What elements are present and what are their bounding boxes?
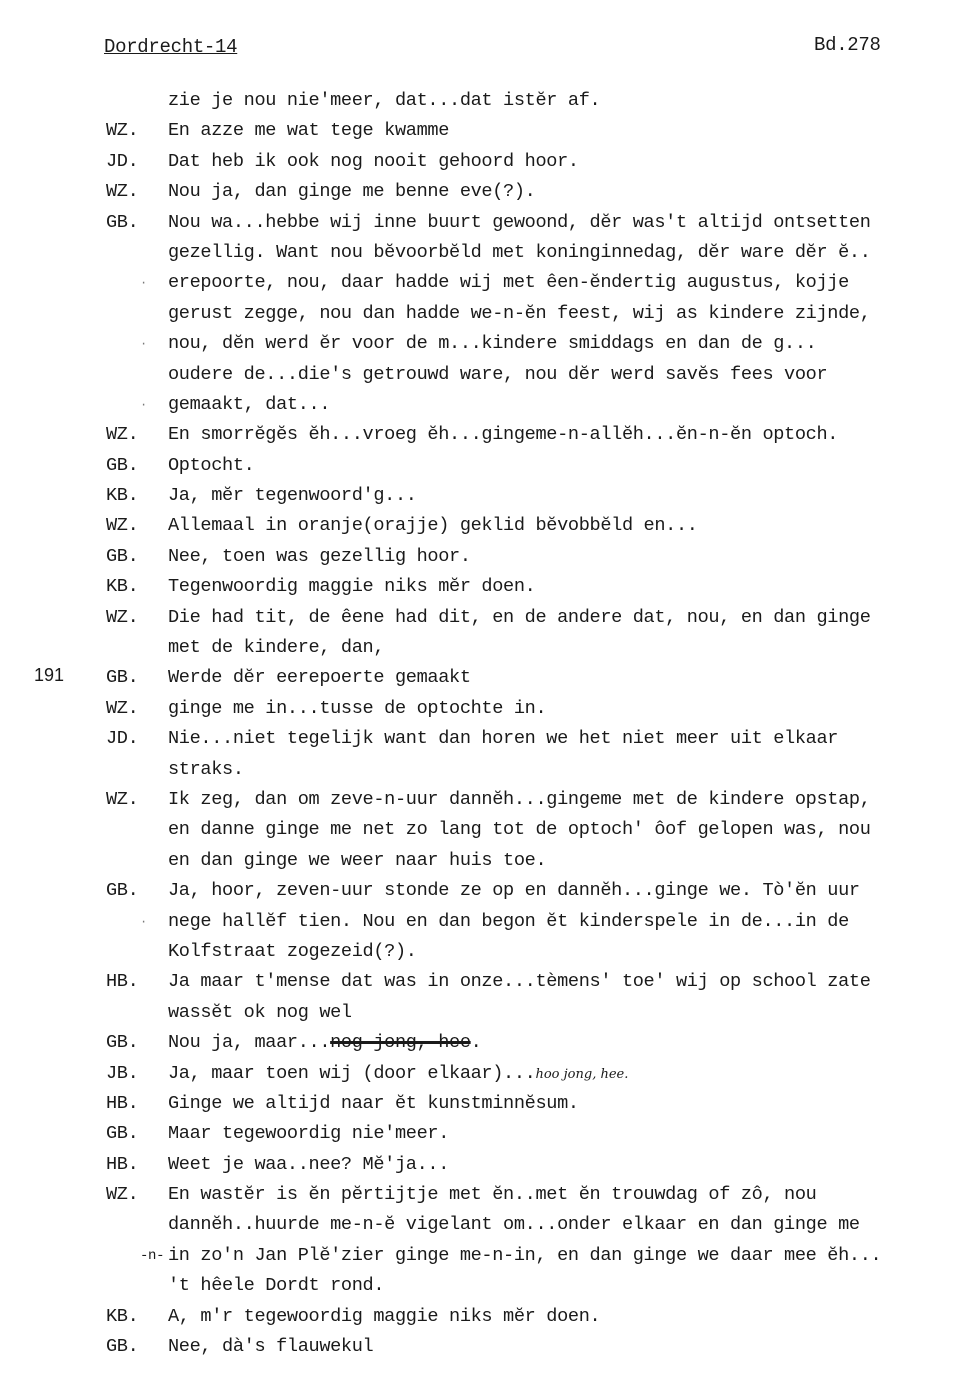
line-text: Ik zeg, dan om zeve-n-uur dannĕh...gingeme met de kindere opstap, [168,788,871,810]
speaker-label: GB. [106,211,139,233]
speaker-label: JD. [106,150,139,172]
line-text: Optocht. [168,454,255,476]
transcript-line [0,603,966,633]
speaker-label: WZ. [106,1184,139,1206]
line-text: Die had tit, de êene had dit, en de andere dat, nou, en dan ginge [168,606,871,628]
transcript-line [0,907,966,937]
line-text: Allemaal in oranje(orajje) geklid bĕvobbĕld en... [168,515,698,537]
transcript-line [0,360,966,390]
transcript-line [0,998,966,1028]
line-text: en danne ginge me net zo lang tot de optoch' ôof gelopen was, nou [168,819,871,841]
line-text: gezellig. Want nou bĕvoorbĕld met koninginnedag, dĕr ware dĕr ĕ.. [168,241,871,263]
line-text: straks. [168,758,244,780]
line-text: En smorrĕgĕs ĕh...vroeg ĕh...gingeme-n-allĕh...ĕn-n-ĕn optoch. [168,424,839,446]
speaker-label: WZ. [106,788,139,810]
line-text: Nou ja, maar... [168,1032,331,1054]
speaker-label: GB. [106,454,139,476]
margin-marker: -n- [140,1247,165,1264]
line-text: Nou wa...hebbe wij inne buurt gewoond, dĕr was't altijd ontsetten [168,211,871,233]
transcript-line [0,451,966,481]
line-text: nege hallĕf tien. Nou en dan begon ĕt kinderspele in de...in de [168,910,849,932]
line-text: Ja, mĕr tegenwoord'g... [168,485,417,507]
line-text: Ja, hoor, zeven-uur stonde ze op en dannĕh...ginge we. Tò'ĕn uur [168,880,860,902]
transcript-line [0,86,966,116]
speaker-label: KB. [106,1305,139,1327]
line-text: zie je nou nie'meer, dat...dat istĕr af. [168,90,601,111]
line-text: Nie...niet tegelijk want dan horen we het niet meer uit elkaar [168,728,839,750]
transcript [0,86,966,1362]
transcript-line [0,967,966,997]
line-text: met de kindere, dan, [168,637,385,659]
transcript-line [0,785,966,815]
transcript-line [0,268,966,298]
transcript-line [0,572,966,602]
transcript-line [0,1271,966,1301]
line-text: Nee, dà's flauwekul [168,1336,374,1358]
line-text: En wastĕr is ĕn pĕrtijtje met ĕn..met ĕn trouwdag of zô, nou [168,1184,817,1206]
transcript-line [0,238,966,268]
transcript-line [0,937,966,967]
transcript-line [0,177,966,207]
line-text: erepoorte, nou, daar hadde wij met êen-ĕndertig augustus, kojje [168,272,849,294]
line-text: oudere de...die's getrouwd ware, nou dĕr werd savĕs fees voor [168,363,828,385]
line-text: Tegenwoordig maggie niks mĕr doen. [168,576,536,598]
line-text: Ja maar t'mense dat was in onze...tèmens' toe' wij op school zate [168,971,871,993]
speaker-label: HB. [106,1092,139,1114]
margin-dot: · [140,337,147,352]
line-text: ginge me in...tusse de optochte in. [168,697,547,719]
speaker-label: GB. [106,1123,139,1145]
transcript-line [0,1059,966,1089]
transcript-line [0,1332,966,1362]
transcript-line [0,1119,966,1149]
speaker-label: HB. [106,1153,139,1175]
transcript-line [0,846,966,876]
transcript-line [0,724,966,754]
line-text: gemaakt, dat... [168,393,331,415]
speaker-label: WZ. [106,697,139,719]
transcript-line [0,299,966,329]
speaker-label: GB. [106,667,139,689]
speaker-label: WZ. [106,120,139,142]
line-text: nou, dĕn werd ĕr voor de m...kindere smiddags en dan de g... [168,333,817,355]
handwritten-annotation: hoo jong, hee. [535,1066,629,1082]
transcript-line [0,481,966,511]
speaker-label: KB. [106,485,139,507]
transcript-line [0,1210,966,1240]
margin-dot: · [140,276,147,291]
line-text: Dat heb ik ook nog nooit gehoord hoor. [168,150,579,172]
transcript-line [0,663,966,693]
margin-dot: · [140,397,147,412]
line-text: 't hêele Dordt rond. [168,1275,385,1297]
transcript-line [0,755,966,785]
speaker-label: GB. [106,1336,139,1358]
transcript-line [0,116,966,146]
line-text: Weet je waa..nee? Mĕ'ja... [168,1153,450,1175]
speaker-label: JD. [106,728,139,750]
transcript-line [0,1241,966,1271]
line-text: Werde dĕr eerepoerte gemaakt [168,667,471,689]
line-text: Ja, maar toen wij (door elkaar)... [168,1062,536,1084]
line-text: Maar tegewoordig nie'meer. [168,1123,450,1145]
line-text: in zo'n Jan Plĕ'zier ginge me-n-in, en dan ginge we daar mee ĕh... [168,1244,882,1266]
speaker-label: GB. [106,880,139,902]
line-text: Ginge we altijd naar ĕt kunstminnĕsum. [168,1092,579,1114]
transcript-line [0,390,966,420]
transcript-line [0,633,966,663]
transcript-line [0,1028,966,1058]
transcript-line [0,1180,966,1210]
speaker-label: WZ. [106,515,139,537]
transcript-line [0,208,966,238]
transcript-line [0,1302,966,1332]
line-text: Kolfstraat zogezeid(?). [168,940,417,962]
margin-line-number: 191 [34,665,65,685]
line-text: En azze me wat tege kwamme [168,120,450,142]
transcript-line [0,1089,966,1119]
speaker-label: WZ. [106,606,139,628]
speaker-label: KB. [106,576,139,598]
line-text: gerust zegge, nou dan hadde we-n-ĕn feest, wij as kindere zijnde, [168,302,871,324]
speaker-label: WZ. [106,424,139,446]
line-text-group [168,1059,966,1090]
speaker-label: GB. [106,545,139,567]
transcript-line [0,420,966,450]
line-text: A, m'r tegewoordig maggie niks mĕr doen. [168,1305,601,1327]
speaker-label: JB. [106,1062,139,1084]
line-text: wassĕt ok nog wel [168,1001,352,1023]
margin-dot: · [140,914,147,929]
transcript-line [0,876,966,906]
line-text-group [168,1028,966,1058]
struck-tail: . [470,1032,482,1054]
speaker-label: WZ. [106,181,139,203]
transcript-line [0,147,966,177]
line-text: dannĕh..huurde me-n-ĕ vigelant om...onder elkaar en dan ginge me [168,1214,860,1236]
document-title: Dordrecht-14 [104,36,238,58]
transcript-line [0,815,966,845]
line-text: Nou ja, dan ginge me benne eve(?). [168,181,536,203]
line-text: Nee, toen was gezellig hoor. [168,545,471,567]
line-text: en dan ginge we weer naar huis toe. [168,849,547,871]
transcript-line [0,542,966,572]
speaker-label: HB. [106,971,139,993]
struck-text: nog jong, hee [330,1032,471,1054]
transcript-line [0,694,966,724]
transcript-line [0,1150,966,1180]
page-reference: Bd.278 [814,34,881,56]
speaker-label: GB. [106,1032,139,1054]
transcript-line [0,511,966,541]
transcript-line [0,329,966,359]
